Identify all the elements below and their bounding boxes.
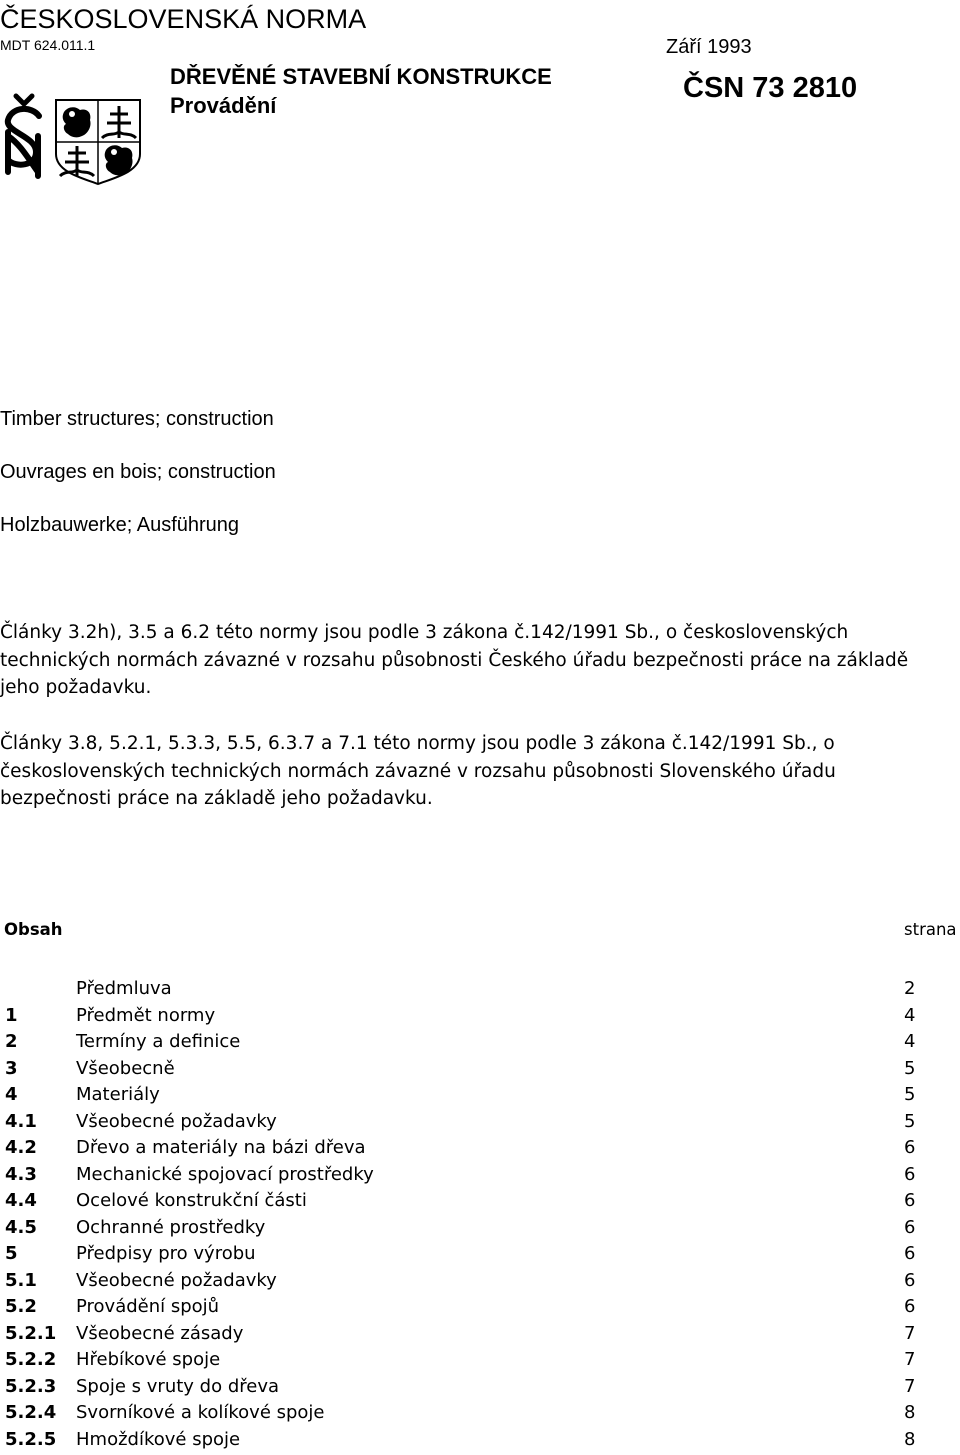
- toc-entry-number: 4.5: [5, 1216, 37, 1238]
- toc-entry[interactable]: [0, 1029, 960, 1056]
- toc-entry[interactable]: [0, 1109, 960, 1136]
- toc-entry[interactable]: [0, 976, 960, 1003]
- toc-entry[interactable]: [0, 1215, 960, 1242]
- toc-entry-title: Ocelové konstrukční části: [76, 1190, 307, 1211]
- toc-entry-page: 7: [904, 1349, 916, 1370]
- standard-subtitle: Provádění: [170, 93, 277, 118]
- toc-entry-page: 2: [904, 978, 916, 999]
- toc-entry-page: 5: [904, 1084, 916, 1105]
- toc-entry-page: 6: [904, 1269, 916, 1291]
- toc-entry-page: 6: [904, 1190, 916, 1211]
- toc-entry[interactable]: [0, 1374, 960, 1401]
- toc-entry-page: 7: [904, 1375, 916, 1397]
- standard-number: ČSN 73 2810: [683, 72, 858, 104]
- toc-entry[interactable]: [0, 1082, 960, 1109]
- toc-entry-page: 6: [904, 1296, 916, 1317]
- toc-entry[interactable]: [0, 1003, 960, 1030]
- coat-of-arms-icon: [56, 100, 140, 184]
- toc-entry-title: Termíny a definice: [76, 1031, 241, 1052]
- toc-entry-number: 5.2.2: [5, 1349, 57, 1370]
- toc-entry-page: 5: [904, 1057, 916, 1079]
- legal-note-czech: Články 3.2h), 3.5 a 6.2 této normy jsou podle 3 zákona č.142/1991 Sb., o československých technických normách závazné v rozsahu působnosti Českého úřadu bezpečnosti práce na základě jeho požadavku.: [0, 622, 909, 698]
- toc-entry-title: Všeobecné požadavky: [76, 1110, 277, 1132]
- toc-entry-page: 4: [904, 1031, 916, 1052]
- toc-entry-page: 8: [904, 1428, 916, 1450]
- toc-entry-title: Předpisy pro výrobu: [76, 1243, 256, 1264]
- toc-entry-title: Hřebíkové spoje: [76, 1349, 221, 1370]
- csn-emblem-icon: [2, 92, 142, 187]
- toc-entry[interactable]: [0, 1056, 960, 1083]
- toc-entry[interactable]: [0, 1400, 960, 1427]
- table-of-contents: [0, 976, 960, 1453]
- document-heading: ČESKOSLOVENSKÁ NORMA: [0, 4, 367, 34]
- toc-entry-title: Materiály: [76, 1084, 160, 1105]
- publication-date: Září 1993: [666, 36, 752, 58]
- toc-entry-title: Všeobecné zásady: [76, 1322, 244, 1344]
- toc-entry-page: 6: [904, 1137, 916, 1158]
- toc-entry-number: 5.2.1: [5, 1322, 57, 1344]
- toc-entry-number: 4.1: [5, 1110, 37, 1132]
- toc-entry-title: Ochranné prostředky: [76, 1216, 266, 1238]
- toc-entry-number: 5.2.5: [5, 1428, 57, 1450]
- toc-entry-page: 7: [904, 1322, 916, 1344]
- toc-entry-title: Svorníkové a kolíkové spoje: [76, 1402, 325, 1423]
- toc-entry[interactable]: [0, 1268, 960, 1295]
- toc-entry[interactable]: [0, 1162, 960, 1189]
- toc-entry-number: 5.1: [5, 1269, 37, 1291]
- toc-entry-number: 1: [5, 1004, 18, 1026]
- toc-entry-title: Předmět normy: [76, 1004, 216, 1026]
- toc-entry-title: Provádění spojů: [76, 1296, 220, 1317]
- toc-page-heading: strana: [904, 920, 957, 939]
- toc-entry-number: 4.4: [5, 1190, 37, 1211]
- toc-entry[interactable]: [0, 1427, 960, 1454]
- toc-entry-page: 4: [904, 1004, 916, 1026]
- toc-entry-number: 5.2.4: [5, 1402, 57, 1423]
- toc-entry-number: 4.2: [5, 1137, 37, 1158]
- standard-title: DŘEVĚNÉ STAVEBNÍ KONSTRUKCE: [170, 64, 552, 89]
- toc-heading: Obsah: [4, 920, 63, 939]
- toc-entry-number: 4.3: [5, 1163, 37, 1185]
- toc-entry[interactable]: [0, 1135, 960, 1162]
- toc-entry[interactable]: [0, 1321, 960, 1348]
- translation-german: Holzbauwerke; Ausführung: [0, 514, 240, 536]
- toc-entry[interactable]: [0, 1294, 960, 1321]
- toc-entry[interactable]: [0, 1241, 960, 1268]
- toc-entry-number: 3: [5, 1057, 18, 1079]
- translation-english: Timber structures; construction: [0, 408, 274, 430]
- toc-entry-title: Předmluva: [76, 978, 172, 999]
- toc-entry-title: Hmoždíkové spoje: [76, 1428, 241, 1450]
- toc-entry-title: Všeobecné požadavky: [76, 1269, 277, 1291]
- toc-entry-title: Všeobecně: [76, 1057, 175, 1079]
- toc-entry-page: 6: [904, 1163, 916, 1185]
- toc-entry-number: 5.2.3: [5, 1375, 57, 1397]
- toc-entry-page: 6: [904, 1243, 916, 1264]
- toc-entry-title: Mechanické spojovací prostředky: [76, 1163, 374, 1185]
- toc-entry-page: 5: [904, 1110, 916, 1132]
- mdt-code: MDT 624.011.1: [0, 37, 96, 53]
- toc-entry-number: 5: [5, 1243, 18, 1264]
- toc-entry-title: Spoje s vruty do dřeva: [76, 1375, 280, 1397]
- toc-entry[interactable]: [0, 1347, 960, 1374]
- legal-note-slovak: Články 3.8, 5.2.1, 5.3.3, 5.5, 6.3.7 a 7.1 této normy jsou podle 3 zákona č.142/1991 Sb., o československých technických normách závazné v rozsahu působnosti Slovenského úřadu bezpečnosti práce na základě jeho požadavku.: [0, 733, 836, 809]
- toc-entry-number: 5.2: [5, 1296, 37, 1317]
- toc-entry[interactable]: [0, 1188, 960, 1215]
- toc-entry-page: 6: [904, 1216, 916, 1238]
- translation-french: Ouvrages en bois; construction: [0, 461, 276, 483]
- toc-entry-number: 2: [5, 1031, 18, 1052]
- csn-monogram-icon: [8, 96, 39, 176]
- toc-entry-title: Dřevo a materiály na bázi dřeva: [76, 1137, 366, 1158]
- toc-entry-number: 4: [5, 1084, 18, 1105]
- toc-entry-page: 8: [904, 1402, 916, 1423]
